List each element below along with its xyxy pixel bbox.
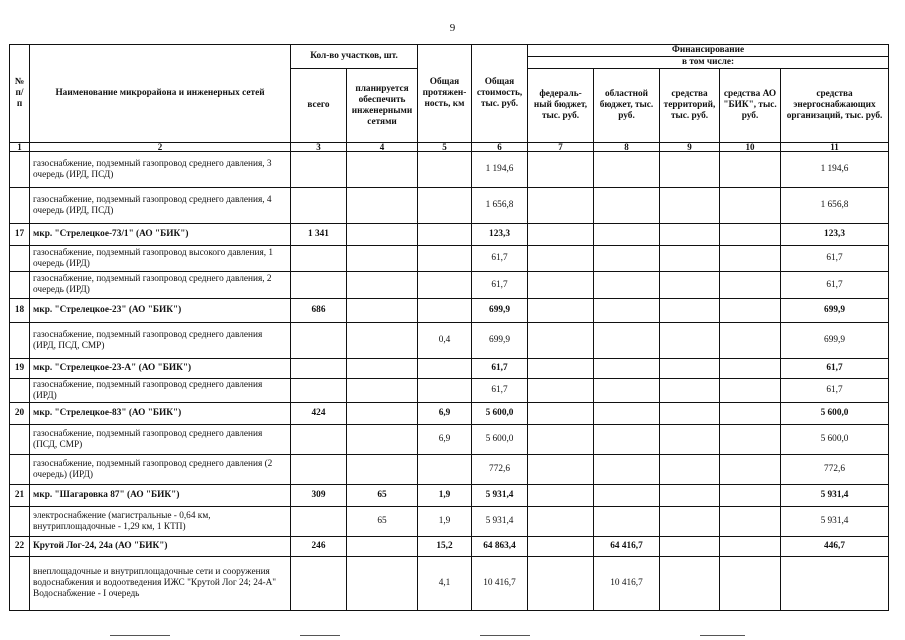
cell-territories — [660, 403, 720, 425]
cell-bik — [720, 557, 781, 611]
cell-energy: 772,6 — [781, 455, 889, 485]
cell-length: 6,9 — [418, 403, 472, 425]
cell-federal — [528, 455, 594, 485]
cell-federal — [528, 537, 594, 557]
cell-planned — [347, 557, 418, 611]
cell-regional — [594, 323, 660, 359]
cell-total — [291, 246, 347, 272]
cell-territories — [660, 246, 720, 272]
cell-planned — [347, 323, 418, 359]
cell-territories — [660, 455, 720, 485]
cell-regional — [594, 272, 660, 299]
column-number: 7 — [528, 143, 594, 152]
cell-energy: 61,7 — [781, 379, 889, 403]
cell-bik — [720, 224, 781, 246]
cell-energy: 5 931,4 — [781, 485, 889, 507]
cell-num — [10, 425, 30, 455]
cell-territories — [660, 425, 720, 455]
cell-regional — [594, 379, 660, 403]
cell-cost: 5 931,4 — [472, 485, 528, 507]
cell-cost: 1 194,6 — [472, 152, 528, 188]
cell-name: мкр. "Стрелецкое-23-А" (АО "БИК") — [30, 359, 291, 379]
district-row — [10, 359, 889, 379]
cell-cost: 123,3 — [472, 224, 528, 246]
network-row — [10, 246, 889, 272]
cell-energy: 5 600,0 — [781, 403, 889, 425]
cell-regional — [594, 425, 660, 455]
cell-planned: 65 — [347, 485, 418, 507]
cell-total — [291, 507, 347, 537]
cell-name: мкр. "Стрелецкое-83" (АО "БИК") — [30, 403, 291, 425]
cell-energy: 1 656,8 — [781, 188, 889, 224]
network-row — [10, 323, 889, 359]
cell-cost: 61,7 — [472, 359, 528, 379]
cell-energy: 61,7 — [781, 272, 889, 299]
header-territories: средства территорий, тыс. руб. — [660, 69, 720, 143]
cell-planned — [347, 188, 418, 224]
column-number: 10 — [720, 143, 781, 152]
cell-regional — [594, 455, 660, 485]
cell-length — [418, 246, 472, 272]
cell-total — [291, 557, 347, 611]
cell-regional: 64 416,7 — [594, 537, 660, 557]
header-federal: федераль-ный бюджет, тыс. руб. — [528, 69, 594, 143]
cell-name: газоснабжение, подземный газопровод среднего давления (ИРД) — [30, 379, 291, 403]
cell-energy: 123,3 — [781, 224, 889, 246]
cell-bik — [720, 379, 781, 403]
header-count-planned: планируется обеспечить инженерными сетями — [347, 69, 418, 143]
cell-federal — [528, 403, 594, 425]
cell-territories — [660, 188, 720, 224]
cell-length — [418, 379, 472, 403]
cell-bik — [720, 507, 781, 537]
cell-regional — [594, 299, 660, 323]
cell-territories — [660, 359, 720, 379]
cell-cost: 5 931,4 — [472, 507, 528, 537]
cell-cost: 699,9 — [472, 299, 528, 323]
header-including: в том числе: — [528, 57, 889, 69]
cell-federal — [528, 359, 594, 379]
cell-total — [291, 152, 347, 188]
scan-edge-marks — [0, 632, 905, 640]
cell-bik — [720, 425, 781, 455]
cell-bik — [720, 403, 781, 425]
cell-total: 246 — [291, 537, 347, 557]
column-number: 1 — [10, 143, 30, 152]
cell-num: 18 — [10, 299, 30, 323]
network-row — [10, 455, 889, 485]
network-row — [10, 188, 889, 224]
network-row — [10, 507, 889, 537]
cell-total — [291, 323, 347, 359]
cell-energy: 61,7 — [781, 359, 889, 379]
cell-total — [291, 359, 347, 379]
district-row — [10, 224, 889, 246]
cell-bik — [720, 188, 781, 224]
cell-cost: 699,9 — [472, 323, 528, 359]
column-number: 11 — [781, 143, 889, 152]
cell-length: 0,4 — [418, 323, 472, 359]
cell-territories — [660, 299, 720, 323]
cell-federal — [528, 557, 594, 611]
cell-federal — [528, 152, 594, 188]
cell-bik — [720, 485, 781, 507]
district-row — [10, 537, 889, 557]
cell-num — [10, 323, 30, 359]
header-name: Наименование микрорайона и инженерных сетей — [30, 45, 291, 143]
district-row — [10, 299, 889, 323]
cell-planned — [347, 152, 418, 188]
cell-territories — [660, 557, 720, 611]
cell-planned — [347, 246, 418, 272]
cell-total: 309 — [291, 485, 347, 507]
cell-federal — [528, 323, 594, 359]
cell-name: газоснабжение, подземный газопровод высокого давления, 1 очередь (ИРД) — [30, 246, 291, 272]
cell-planned — [347, 379, 418, 403]
header-regional: областной бюджет, тыс. руб. — [594, 69, 660, 143]
cell-total — [291, 379, 347, 403]
cell-name: внеплощадочные и внутриплощадочные сети и сооружения водоснабжения и водоотведения ИЖС "Крутой Лог 24; 24-А" Водоснабжение - I очередь — [30, 557, 291, 611]
cell-num — [10, 455, 30, 485]
cell-cost: 61,7 — [472, 246, 528, 272]
cell-num: 21 — [10, 485, 30, 507]
cell-name: газоснабжение, подземный газопровод среднего давления, 4 очередь (ИРД, ПСД) — [30, 188, 291, 224]
cell-num — [10, 272, 30, 299]
cell-length: 4,1 — [418, 557, 472, 611]
column-number: 3 — [291, 143, 347, 152]
column-number: 6 — [472, 143, 528, 152]
cell-num — [10, 507, 30, 537]
header-total-cost: Общая стоимость, тыс. руб. — [472, 45, 528, 143]
network-row — [10, 152, 889, 188]
cell-regional — [594, 403, 660, 425]
cell-num — [10, 152, 30, 188]
cell-length: 1,9 — [418, 485, 472, 507]
network-row — [10, 379, 889, 403]
cell-length: 1,9 — [418, 507, 472, 537]
cell-energy: 5 931,4 — [781, 507, 889, 537]
header-count-group: Кол-во участков, шт. — [291, 45, 418, 69]
cell-name: электроснабжение (магистральные - 0,64 км, внутриплощадочные - 1,29 км, 1 КТП) — [30, 507, 291, 537]
cell-energy: 1 194,6 — [781, 152, 889, 188]
cell-total — [291, 425, 347, 455]
cell-territories — [660, 152, 720, 188]
cell-cost: 772,6 — [472, 455, 528, 485]
cell-regional — [594, 507, 660, 537]
cell-planned — [347, 403, 418, 425]
cell-cost: 64 863,4 — [472, 537, 528, 557]
column-number-row — [10, 143, 889, 152]
cell-regional — [594, 359, 660, 379]
cell-name: мкр. "Стрелецкое-73/1" (АО "БИК") — [30, 224, 291, 246]
cell-length — [418, 455, 472, 485]
page-number: 9 — [449, 22, 456, 34]
cell-federal — [528, 485, 594, 507]
cell-territories — [660, 379, 720, 403]
cell-length: 15,2 — [418, 537, 472, 557]
cell-length — [418, 272, 472, 299]
cell-total — [291, 272, 347, 299]
cell-length — [418, 299, 472, 323]
cell-cost: 1 656,8 — [472, 188, 528, 224]
cell-num: 20 — [10, 403, 30, 425]
cell-energy: 61,7 — [781, 246, 889, 272]
cell-federal — [528, 188, 594, 224]
cell-num — [10, 246, 30, 272]
header-count-total: всего — [291, 69, 347, 143]
column-number: 4 — [347, 143, 418, 152]
cell-name: газоснабжение, подземный газопровод среднего давления (ИРД, ПСД, СМР) — [30, 323, 291, 359]
cell-name: газоснабжение, подземный газопровод среднего давления (ПСД, СМР) — [30, 425, 291, 455]
cell-federal — [528, 224, 594, 246]
cell-territories — [660, 323, 720, 359]
cell-territories — [660, 507, 720, 537]
cell-energy: 446,7 — [781, 537, 889, 557]
cell-name: мкр. "Шагаровка 87" (АО "БИК") — [30, 485, 291, 507]
cell-bik — [720, 455, 781, 485]
cell-total — [291, 188, 347, 224]
header-bik: средства АО "БИК", тыс. руб. — [720, 69, 781, 143]
cell-planned — [347, 224, 418, 246]
cell-regional — [594, 485, 660, 507]
cell-name: газоснабжение, подземный газопровод среднего давления (2 очередь) (ИРД) — [30, 455, 291, 485]
cell-length — [418, 188, 472, 224]
cell-federal — [528, 425, 594, 455]
cell-total — [291, 455, 347, 485]
cell-num — [10, 188, 30, 224]
column-number: 8 — [594, 143, 660, 152]
cell-length — [418, 359, 472, 379]
cell-bik — [720, 246, 781, 272]
cell-cost: 61,7 — [472, 379, 528, 403]
column-number: 5 — [418, 143, 472, 152]
cell-bik — [720, 359, 781, 379]
cell-num: 22 — [10, 537, 30, 557]
cell-length — [418, 224, 472, 246]
cell-name: газоснабжение, подземный газопровод среднего давления, 3 очередь (ИРД, ПСД) — [30, 152, 291, 188]
cell-territories — [660, 537, 720, 557]
cell-total: 424 — [291, 403, 347, 425]
cell-planned — [347, 425, 418, 455]
cell-length: 6,9 — [418, 425, 472, 455]
cell-cost: 5 600,0 — [472, 425, 528, 455]
cell-energy: 5 600,0 — [781, 425, 889, 455]
cell-energy — [781, 557, 889, 611]
cell-regional — [594, 152, 660, 188]
cell-planned — [347, 272, 418, 299]
cell-bik — [720, 323, 781, 359]
cell-planned: 65 — [347, 507, 418, 537]
cell-federal — [528, 379, 594, 403]
cell-num — [10, 557, 30, 611]
cell-cost: 10 416,7 — [472, 557, 528, 611]
network-row — [10, 272, 889, 299]
cell-length — [418, 152, 472, 188]
cell-name: газоснабжение, подземный газопровод среднего давления, 2 очередь (ИРД) — [30, 272, 291, 299]
cell-total: 686 — [291, 299, 347, 323]
header-financing: Финансирование — [528, 45, 889, 57]
cell-planned — [347, 299, 418, 323]
cell-regional: 10 416,7 — [594, 557, 660, 611]
cell-energy: 699,9 — [781, 323, 889, 359]
district-row — [10, 403, 889, 425]
cell-cost: 5 600,0 — [472, 403, 528, 425]
cell-bik — [720, 299, 781, 323]
header-num: № п/п — [10, 45, 30, 143]
cell-regional — [594, 224, 660, 246]
network-row — [10, 557, 889, 611]
cell-cost: 61,7 — [472, 272, 528, 299]
cell-regional — [594, 246, 660, 272]
cell-name: Крутой Лог-24, 24а (АО "БИК") — [30, 537, 291, 557]
cell-federal — [528, 272, 594, 299]
cell-planned — [347, 359, 418, 379]
cell-bik — [720, 537, 781, 557]
cell-territories — [660, 485, 720, 507]
column-number: 9 — [660, 143, 720, 152]
cell-federal — [528, 507, 594, 537]
cell-regional — [594, 188, 660, 224]
cell-bik — [720, 272, 781, 299]
district-row — [10, 485, 889, 507]
cell-territories — [660, 224, 720, 246]
cell-num: 17 — [10, 224, 30, 246]
header-energy: средства энергоснабжающих организаций, тыс. руб. — [781, 69, 889, 143]
network-row — [10, 425, 889, 455]
cell-federal — [528, 246, 594, 272]
column-number: 2 — [30, 143, 291, 152]
cell-planned — [347, 537, 418, 557]
cell-total: 1 341 — [291, 224, 347, 246]
header-length: Общая протяжен-ность, км — [418, 45, 472, 143]
cell-federal — [528, 299, 594, 323]
cell-energy: 699,9 — [781, 299, 889, 323]
cell-name: мкр. "Стрелецкое-23" (АО "БИК") — [30, 299, 291, 323]
cell-territories — [660, 272, 720, 299]
cell-num: 19 — [10, 359, 30, 379]
cell-num — [10, 379, 30, 403]
financing-table — [9, 44, 889, 611]
cell-planned — [347, 455, 418, 485]
cell-bik — [720, 152, 781, 188]
